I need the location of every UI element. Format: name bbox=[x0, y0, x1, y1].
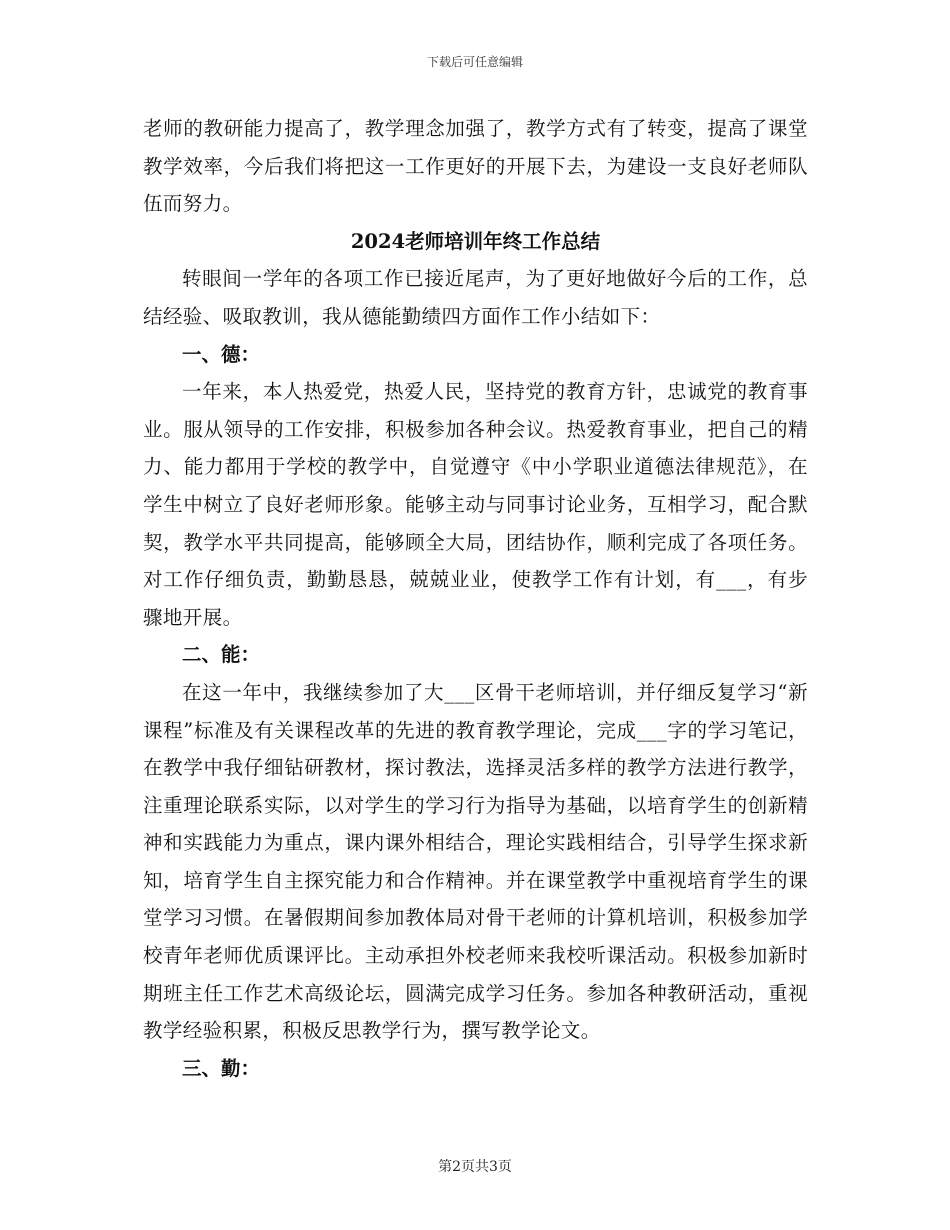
section-paragraph-neng: 在这一年中，我继续参加了大___区骨干老师培训，并仔细反复学习“新课程”标准及有关课程改革的先进的教育教学理论，完成___字的学习笔记，在教学中我仔细钻研教材，探讨教法，选择灵活多样的教学方法进行教学，注重理论联系实际，以对学生的学习行为指导为基础，以培育学生的创新精神和实践能力为重点，课内课外相结合，理论实践相结合，引导学生探求新知，培育学生自主探究能力和合作精神。并在课堂教学中重视培育学生的课堂学习习惯。在暑假期间参加教体局对骨干老师的计算机培训，积极参加学校青年老师优质课评比。主动承担外校老师来我校听课活动。积极参加新时期班主任工作艺术高级论坛，圆满完成学习任务。参加各种教研活动，重视教学经验积累，积极反思教学行为，撰写教学论文。 bbox=[143, 680, 808, 1043]
section-heading-qin: 三、勤： bbox=[182, 1056, 261, 1080]
page-header-note: 下载后可任意编辑 bbox=[426, 55, 523, 69]
section-paragraph-de: 一年来，本人热爱党，热爱人民，坚持党的教育方针，忠诚党的教育事业。服从领导的工作安排，积极参加各种会议。热爱教育事业，把自己的精力、能力都用于学校的教学中，自觉遵守《中小学职业道德法律规范》，在学生中树立了良好老师形象。能够主动与同事讨论业务，互相学习，配合默契，教学水平共同提高，能够顾全大局，团结协作，顺利完成了各项任务。对工作仔细负责，勤勤恳恳，兢兢业业，使教学工作有计划，有___，有步骤地开展。 bbox=[143, 380, 808, 629]
section-heading-neng: 二、能： bbox=[182, 643, 261, 667]
intro-paragraph: 老师的教研能力提高了，教学理念加强了，教学方式有了转变，提高了课堂教学效率，今后我们将把这一工作更好的开展下去，为建设一支良好老师队伍而努力。 bbox=[143, 117, 808, 216]
page-number: 第2页共3页 bbox=[438, 1159, 512, 1175]
opening-paragraph: 转眼间一学年的各项工作已接近尾声，为了更好地做好今后的工作，总结经验、吸取教训，我从德能勤绩四方面作工作小结如下： bbox=[143, 267, 808, 328]
document-title: 2024老师培训年终工作总结 bbox=[350, 229, 601, 253]
section-heading-de: 一、德： bbox=[182, 342, 261, 366]
document-body bbox=[143, 110, 808, 1087]
